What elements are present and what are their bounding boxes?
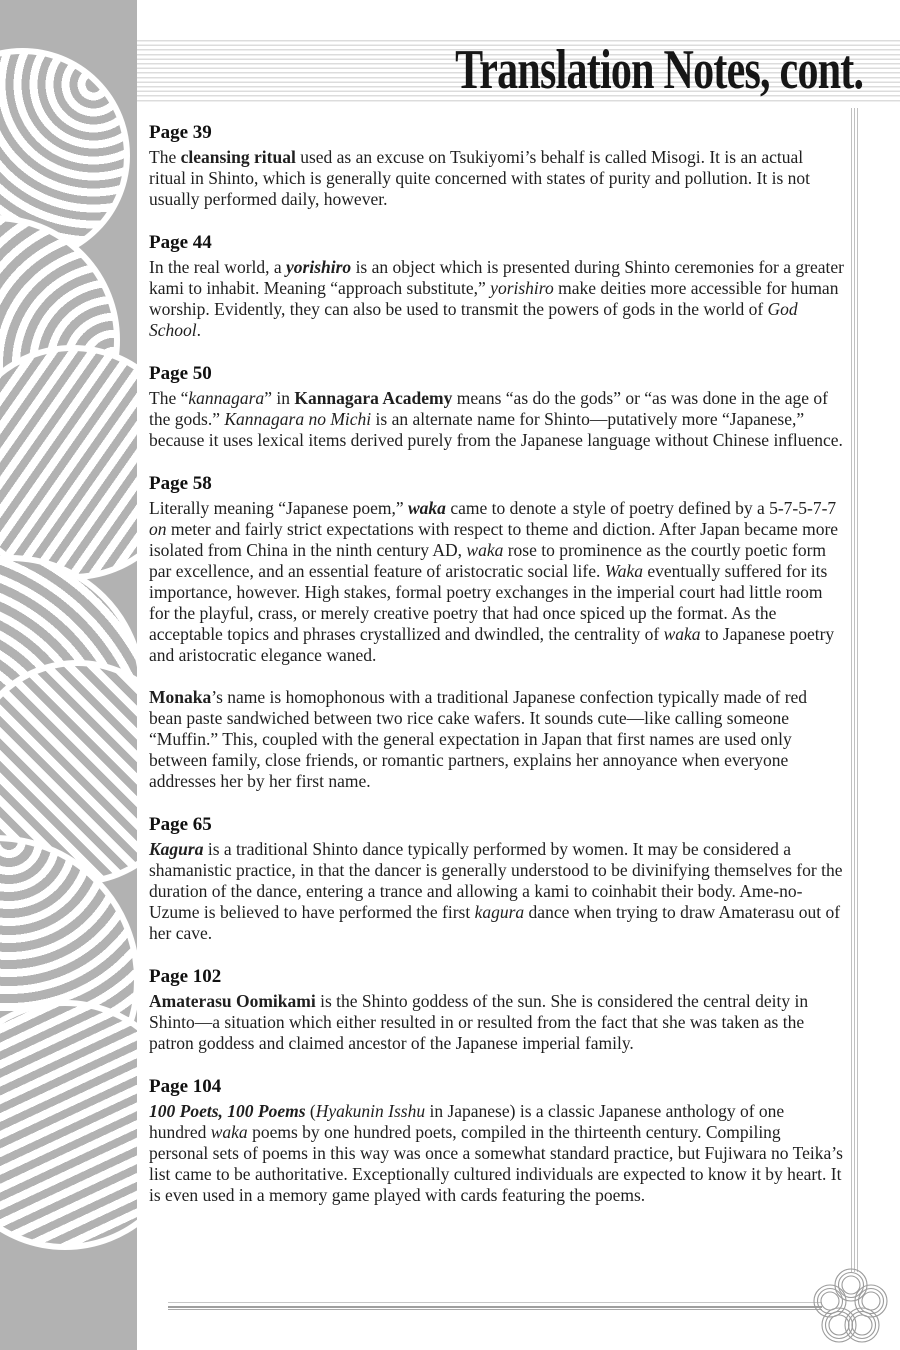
note-paragraph: 100 Poets, 100 Poems (Hyakunin Isshu in Japanese) is a classic Japanese anthology of one hundred waka poems by one hundred poets, compiled in the thirteenth century. Compiling personal sets of poems in this way was once a somewhat standard practice, but Fujiwara no Teika’s list came to be authoritative. Exceptionally cultured individuals are expected to know it by heart. It is even used in a memory game played with cards featuring the poems. — [149, 1101, 843, 1205]
yarn-ball-motif-icon — [0, 1000, 137, 1250]
decorative-sidebar — [0, 0, 137, 1350]
note-section — [149, 362, 844, 451]
note-section — [149, 121, 844, 210]
note-paragraph: Monaka’s name is homophonous with a traditional Japanese confection typically made of red bean paste sandwiched between two rice cake wafers. It sounds cute—like calling someone “Muffin.” This, coupled with the general expectation in Japan that first names are used only between family, close friends, or romantic partners, explains her annoyance when everyone addresses her by her first name. — [149, 687, 808, 791]
page-title: Translation Notes, cont. — [454, 39, 863, 101]
note-page-heading: Page 104 — [149, 1076, 222, 1097]
bottom-divider-rule — [168, 1302, 822, 1311]
note-page-heading: Page 39 — [149, 122, 212, 143]
yarn-ball-motif-icon — [0, 345, 137, 580]
note-page-heading: Page 102 — [149, 966, 222, 987]
note-section — [149, 965, 844, 1054]
note-section — [149, 1075, 844, 1206]
note-paragraph: The cleansing ritual used as an excuse on Tsukiyomi’s behalf is called Misogi. It is an actual ritual in Shinto, which is generally quite concerned with states of purity and pollution. It is not usually performed daily, however. — [149, 147, 810, 209]
note-section — [149, 231, 844, 341]
vertical-string-rule — [851, 108, 859, 1272]
note-paragraph: Literally meaning “Japanese poem,” waka came to denote a style of poetry defined by a 5-7-5-7-7 on meter and fairly strict expectations with respect to theme and diction. After Japan became more isolated from China in the ninth century AD, waka rose to prominence as the courtly poetic form par excellence, and an essential feature of aristocratic social life. Waka eventually suffered for its importance, however. High stakes, formal poetry exchanges in the imperial court had little room for the playful, crass, or merely creative poetry that had once spiced up the format. As the acceptable topics and phrases crystallized and dwindled, the centrality of waka to Japanese poetry and aristocratic elegance waned. — [149, 498, 839, 665]
note-page-heading: Page 65 — [149, 814, 212, 835]
note-page-heading: Page 50 — [149, 363, 212, 384]
notes-sections — [149, 121, 844, 1206]
title-band — [137, 40, 900, 102]
notes-content — [149, 121, 844, 1227]
note-paragraph: The “kannagara” in Kannagara Academy means “as do the gods” or “as was done in the age of the gods.” Kannagara no Michi is an alternate name for Shinto—putatively more “Japanese,” because it uses lexical items derived purely from the Japanese language without Chinese influence. — [149, 388, 843, 450]
note-paragraph: In the real world, a yorishiro is an object which is presented during Shinto ceremonies for a greater kami to inhabit. Meaning “approach substitute,” yorishiro make deities more accessible for human worship. Evidently, they can also be used to transmit the powers of gods in the world of God School. — [149, 257, 844, 340]
note-page-heading: Page 44 — [149, 232, 212, 253]
note-paragraph: Amaterasu Oomikami is the Shinto goddess of the sun. She is considered the central deity in Shinto—a situation which either resulted in or resulted from the fact that she was taken as the patron goddess and claimed ancestor of the Japanese imperial family. — [149, 991, 809, 1053]
note-paragraph: Kagura is a traditional Shinto dance typically performed by women. It may be considered a shamanistic practice, in that the dancer is generally understood to be divinifying themselves for the duration of the dance, entering a trance and allowing a kami to coinhabit their body. Ame-no-Uzume is believed to have performed the first kagura dance when trying to draw Amaterasu out of her cave. — [149, 839, 843, 943]
note-page-heading: Page 58 — [149, 473, 212, 494]
mizuhiki-knot-icon — [812, 1266, 888, 1348]
note-section — [149, 813, 844, 944]
note-section — [149, 472, 844, 792]
